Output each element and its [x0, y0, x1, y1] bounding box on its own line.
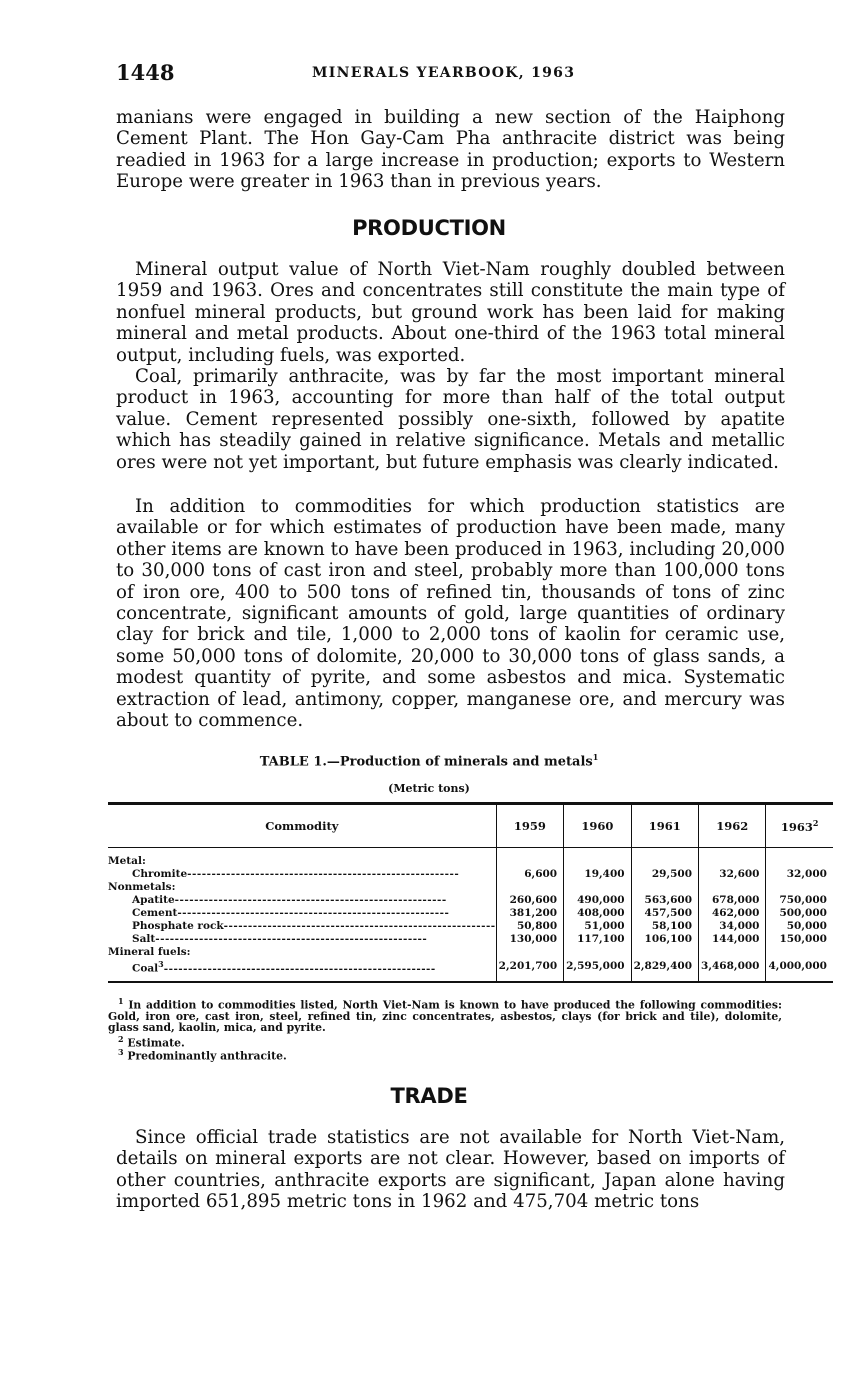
- commodity-coal: Coal$^3$ -----: [108, 958, 496, 982]
- cell-value: 117,100: [564, 932, 631, 945]
- cell-value: 750,000: [766, 893, 833, 906]
- table-caption-text: TABLE 1.—Production of minerals and metals: [259, 754, 593, 770]
- cell-value: 50,000: [766, 919, 833, 932]
- footnote-1-mark: 1: [118, 996, 124, 1006]
- production-paragraph-2: Coal, primarily anthracite, was by far the most important mineral product in 1963, accounting for more than half of the total output value. Cement represented possibly one-sixth, followed by apatite which has steadily gained in relative significance. Metals and metallic ores were not yet important, but future emphasis was clearly indicated.: [116, 366, 785, 473]
- cell-value: 19,400: [564, 867, 631, 880]
- running-header: [116, 60, 783, 88]
- group-row-metal: [108, 848, 833, 868]
- commodity-salt: Salt -----: [108, 932, 496, 945]
- cell-value: 32,000: [766, 867, 833, 880]
- footnote-1: [108, 996, 782, 1033]
- table-row: [108, 932, 833, 945]
- cell-value: 500,000: [766, 906, 833, 919]
- production-paragraph-3: In addition to commodities for which production statistics are available or for which estimates of production have been made, many other items are known to have been produced in 1963, including 20,000 to 30,000 tons of cast iron and steel, probably more than 100,000 tons of iron ore, 400 to 500 tons of refined tin, thousands of tons of zinc concentrate, significant amounts of gold, large quantities of ordinary clay for brick and tile, 1,000 to 2,000 tons of kaolin for ceramic use, some 50,000 tons of dolomite, 20,000 to 30,000 tons of glass sands, a modest quantity of pyrite, and some asbestos and mica. Systematic extraction of lead, antimony, copper, manganese ore, and mercury was about to commence.: [116, 496, 785, 732]
- footnote-2-text: Estimate.: [127, 1036, 185, 1050]
- cell-value: 29,500: [631, 867, 698, 880]
- cell-value: 58,100: [631, 919, 698, 932]
- cell-value: 2,829,400: [631, 958, 698, 982]
- group-label: Metal:: [108, 854, 146, 867]
- table-row: [108, 906, 833, 919]
- cell-value: 6,600: [496, 867, 563, 880]
- cell-value: 50,800: [496, 919, 563, 932]
- col-1963-label: 1963: [780, 819, 813, 834]
- table-header-row: [108, 804, 833, 848]
- cell-value: 678,000: [699, 893, 766, 906]
- footnote-3-mark: 3: [118, 1047, 124, 1057]
- intro-paragraph: manians were engaged in building a new section of the Haiphong Cement Plant. The Hon Gay-Cam Pha anthracite district was being readied in 1963 for a large increase in production; exports to Western Europe were greater in 1963 than in previous years.: [116, 107, 785, 193]
- group-row-fuels: [108, 945, 833, 958]
- footnote-1-text: In addition to commodities listed, North Viet-Nam is known to have produced the following commodities: Gold, iron ore, cast iron, steel, refined tin, zinc concentrates, asbestos, clays (for brick and tile), dolomite, glass sand, kaolin, mica, and pyrite.: [108, 998, 782, 1034]
- col-1962: 1962: [699, 804, 766, 848]
- col-commodity: Commodity: [108, 804, 496, 848]
- trade-paragraph: Since official trade statistics are not available for North Viet-Nam, details on mineral exports are not clear. However, based on imports of other countries, anthracite exports are significant, Japan alone having imported 651,895 metric tons in 1962 and 475,704 metric tons: [116, 1127, 785, 1213]
- running-title: MINERALS YEARBOOK, 1963: [312, 65, 576, 81]
- page-number: 1448: [116, 60, 175, 85]
- trade-heading: TRADE: [390, 1084, 468, 1108]
- cell-value: 2,595,000: [564, 958, 631, 982]
- col-1960: 1960: [564, 804, 631, 848]
- cell-value: 563,600: [631, 893, 698, 906]
- col-1963-note-mark: 2: [812, 818, 819, 829]
- cell-value: 260,600: [496, 893, 563, 906]
- footnote-2-mark: 2: [118, 1034, 124, 1044]
- cell-value: 51,000: [564, 919, 631, 932]
- cell-value: 144,000: [699, 932, 766, 945]
- production-table: [108, 802, 833, 983]
- table-row: [108, 893, 833, 906]
- cell-value: 408,000: [564, 906, 631, 919]
- table-row: [108, 919, 833, 932]
- footnote-3-text: Predominantly anthracite.: [127, 1049, 287, 1063]
- cell-value: 130,000: [496, 932, 563, 945]
- table-row: [108, 867, 833, 880]
- group-label: Mineral fuels:: [108, 945, 191, 958]
- cell-value: 490,000: [564, 893, 631, 906]
- production-heading: PRODUCTION: [352, 216, 506, 240]
- table-caption-note-mark: 1: [592, 752, 599, 762]
- group-label: Nonmetals:: [108, 880, 176, 893]
- cell-value: 3,468,000: [699, 958, 766, 982]
- commodity-cement: Cement -----: [108, 906, 496, 919]
- table-subtitle: (Metric tons): [388, 782, 470, 795]
- cell-value: 2,201,700: [496, 958, 563, 982]
- production-paragraph-1: Mineral output value of North Viet-Nam roughly doubled between 1959 and 1963. Ores and concentrates still constitute the main type of nonfuel mineral products, but ground work has been laid for making mineral and metal products. About one-third of the 1963 total mineral output, including fuels, was exported.: [116, 259, 785, 366]
- col-1963: [766, 804, 833, 848]
- cell-value: 381,200: [496, 906, 563, 919]
- cell-value: 457,500: [631, 906, 698, 919]
- commodity-chromite: Chromite -----: [108, 867, 496, 880]
- group-row-nonmetals: [108, 880, 833, 893]
- cell-value: 32,600: [699, 867, 766, 880]
- cell-value: 34,000: [699, 919, 766, 932]
- col-1959: 1959: [496, 804, 563, 848]
- commodity-phosphate-rock: Phosphate rock -----: [108, 919, 496, 932]
- col-1961: 1961: [631, 804, 698, 848]
- cell-value: 4,000,000: [766, 958, 833, 982]
- cell-value: 462,000: [699, 906, 766, 919]
- cell-value: 150,000: [766, 932, 833, 945]
- commodity-apatite: Apatite -----: [108, 893, 496, 906]
- table-row: [108, 958, 833, 982]
- footnote-3: [108, 1047, 782, 1062]
- cell-value: 106,100: [631, 932, 698, 945]
- table-caption: [0, 752, 858, 769]
